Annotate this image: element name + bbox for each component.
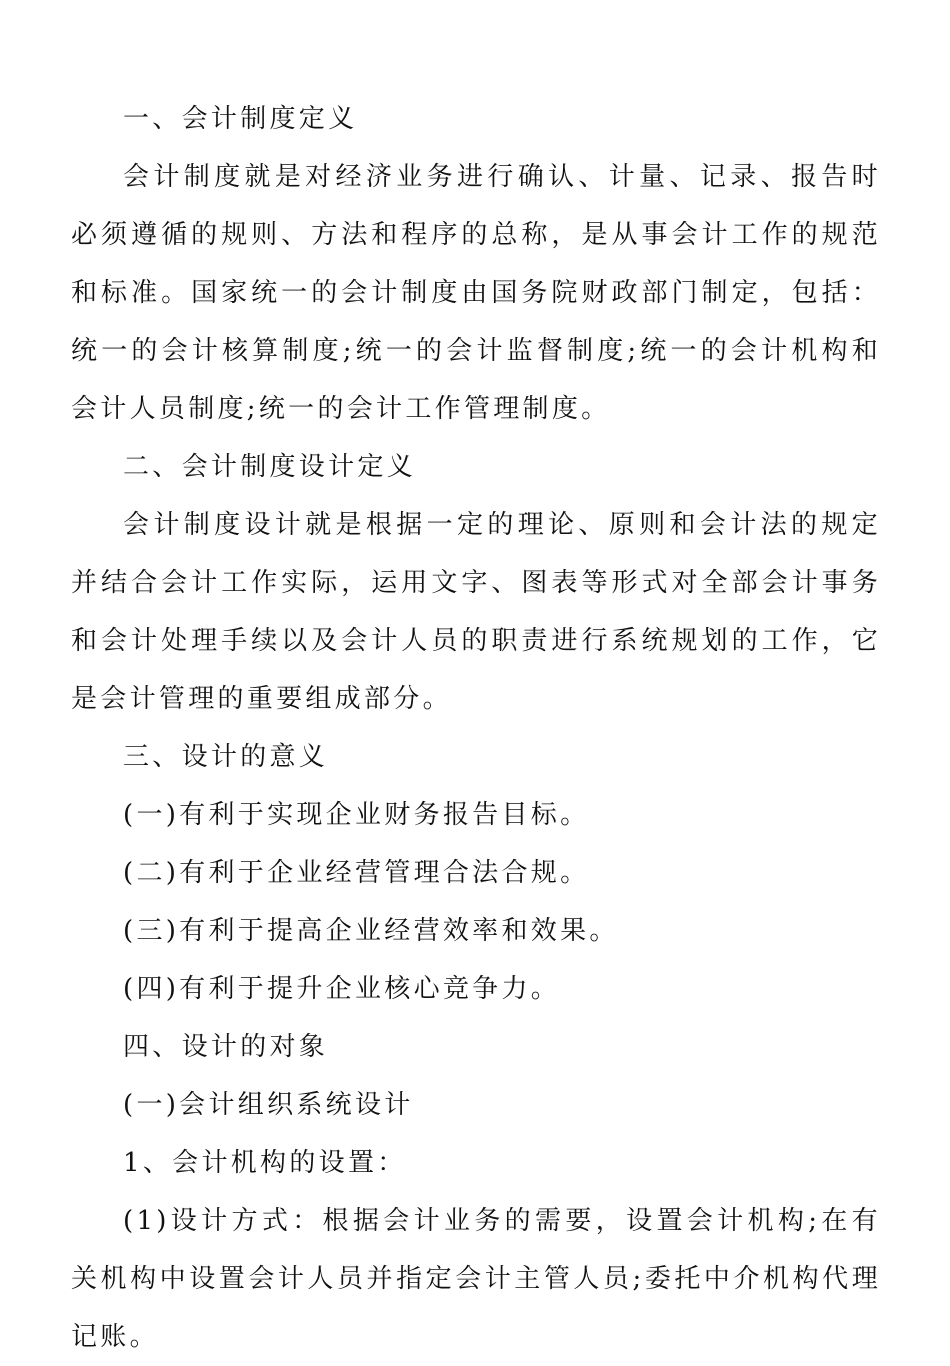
document-body (71, 90, 881, 1366)
list-item-significance-1: (一)有利于实现企业财务报告目标。 (123, 800, 590, 830)
subheading-organization-system-design: (一)会计组织系统设计 (123, 1090, 414, 1120)
subheading-accounting-agency-setup: 1、会计机构的设置： (123, 1148, 407, 1178)
heading-design-significance: 三、设计的意义 (123, 742, 329, 772)
heading-design-objects: 四、设计的对象 (123, 1032, 329, 1062)
list-item-significance-4: (四)有利于提升企业核心竞争力。 (123, 974, 561, 1004)
paragraph-design-method: (1)设计方式：根据会计业务的需要，设置会计机构;在有关机构中设置会计人员并指定会计主管人员;委托中介机构代理记账。 (71, 1206, 881, 1352)
heading-accounting-system-design-definition: 二、会计制度设计定义 (123, 452, 417, 482)
list-item-significance-3: (三)有利于提高企业经营效率和效果。 (123, 916, 619, 946)
heading-accounting-system-definition: 一、会计制度定义 (123, 104, 358, 134)
paragraph-accounting-system-description: 会计制度就是对经济业务进行确认、计量、记录、报告时必须遵循的规则、方法和程序的总称，是从事会计工作的规范和标准。国家统一的会计制度由国务院财政部门制定，包括：统一的会计核算制度;统一的会计监督制度;统一的会计机构和会计人员制度;统一的会计工作管理制度。 (71, 162, 881, 424)
list-item-significance-2: (二)有利于企业经营管理合法合规。 (123, 858, 590, 888)
paragraph-accounting-system-design-description: 会计制度设计就是根据一定的理论、原则和会计法的规定并结合会计工作实际，运用文字、图表等形式对全部会计事务和会计处理手续以及会计人员的职责进行系统规划的工作，它是会计管理的重要组成部分。 (71, 510, 881, 714)
